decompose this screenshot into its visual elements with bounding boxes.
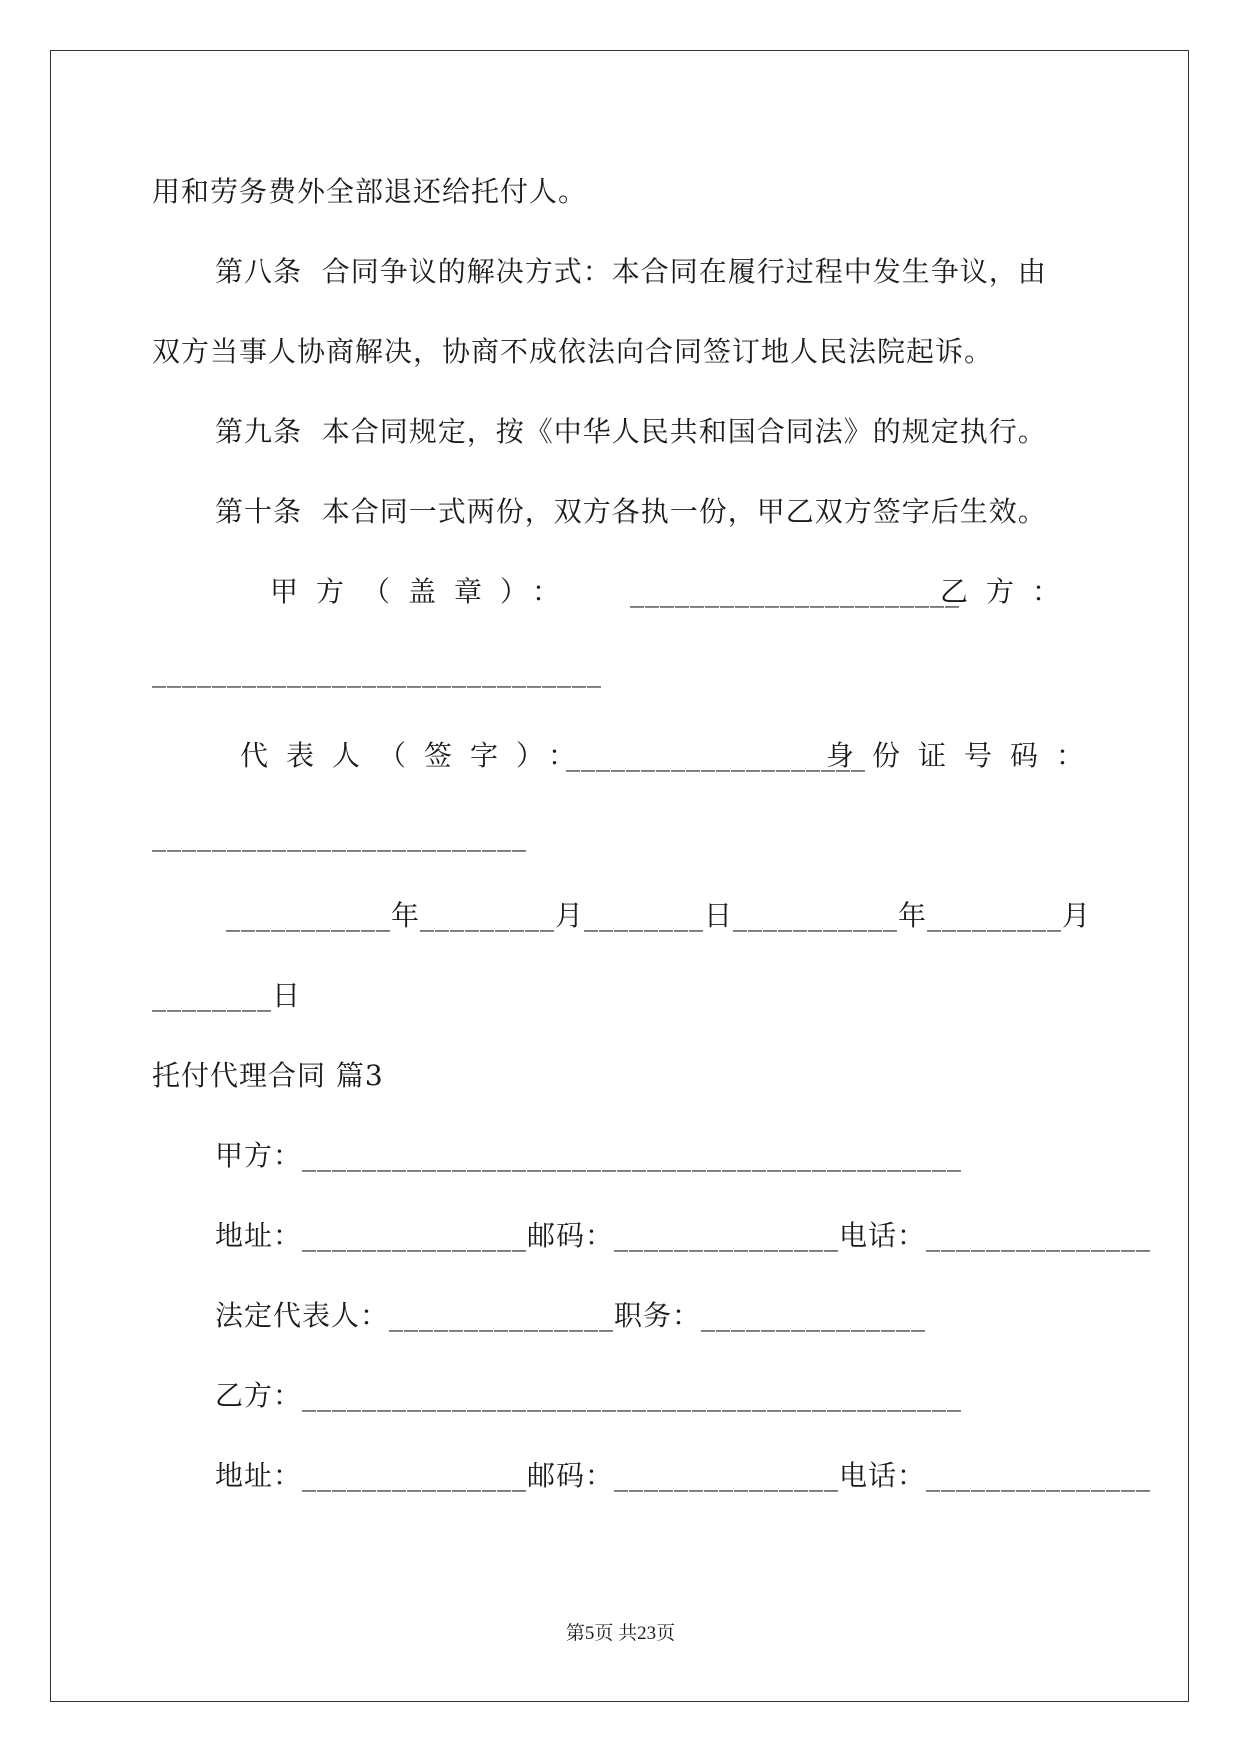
form-address-a: 地址：_______________邮码：_______________电话：_______________ xyxy=(215,1219,1152,1252)
body-line-1: 用和劳务费外全部退还给托付人。 xyxy=(152,175,588,208)
article-8-cont: 双方当事人协商解决，协商不成依法向合同签订地人民法院起诉。 xyxy=(152,335,994,368)
article-9: 第九条 本合同规定，按《中华人民共和国合同法》的规定执行。 xyxy=(215,415,1047,448)
id-number-blank: _________________________ xyxy=(152,819,527,852)
page-footer: 第5页 共23页 xyxy=(565,1623,676,1644)
representative-label: 代表人（签字）： xyxy=(240,739,595,772)
section-title: 托付代理合同 篇3 xyxy=(152,1059,384,1092)
form-party-a: 甲方：____________________________________________ xyxy=(215,1139,963,1172)
form-address-b: 地址：_______________邮码：_______________电话：_______________ xyxy=(215,1459,1152,1492)
id-number-label: 身份证号码： xyxy=(826,739,1103,772)
date-line: ___________年_________月________日___________年_________月 xyxy=(226,899,1092,932)
party-a-blank: ______________________ xyxy=(630,575,960,608)
date-line-tail: ________日 xyxy=(152,979,302,1012)
party-b-blank: ______________________________ xyxy=(152,655,602,688)
form-legal-rep: 法定代表人：_______________职务：_______________ xyxy=(215,1299,927,1332)
party-b-label: 乙方： xyxy=(940,575,1079,608)
representative-blank: ____________________ xyxy=(566,739,866,772)
page-border xyxy=(50,50,1189,1702)
article-10: 第十条 本合同一式两份，双方各执一份，甲乙双方签字后生效。 xyxy=(215,495,1047,528)
article-8: 第八条 合同争议的解决方式：本合同在履行过程中发生争议，由 xyxy=(215,255,1047,288)
party-a-seal-label: 甲方（盖章）： xyxy=(270,575,579,608)
form-party-b: 乙方：____________________________________________ xyxy=(215,1379,963,1412)
